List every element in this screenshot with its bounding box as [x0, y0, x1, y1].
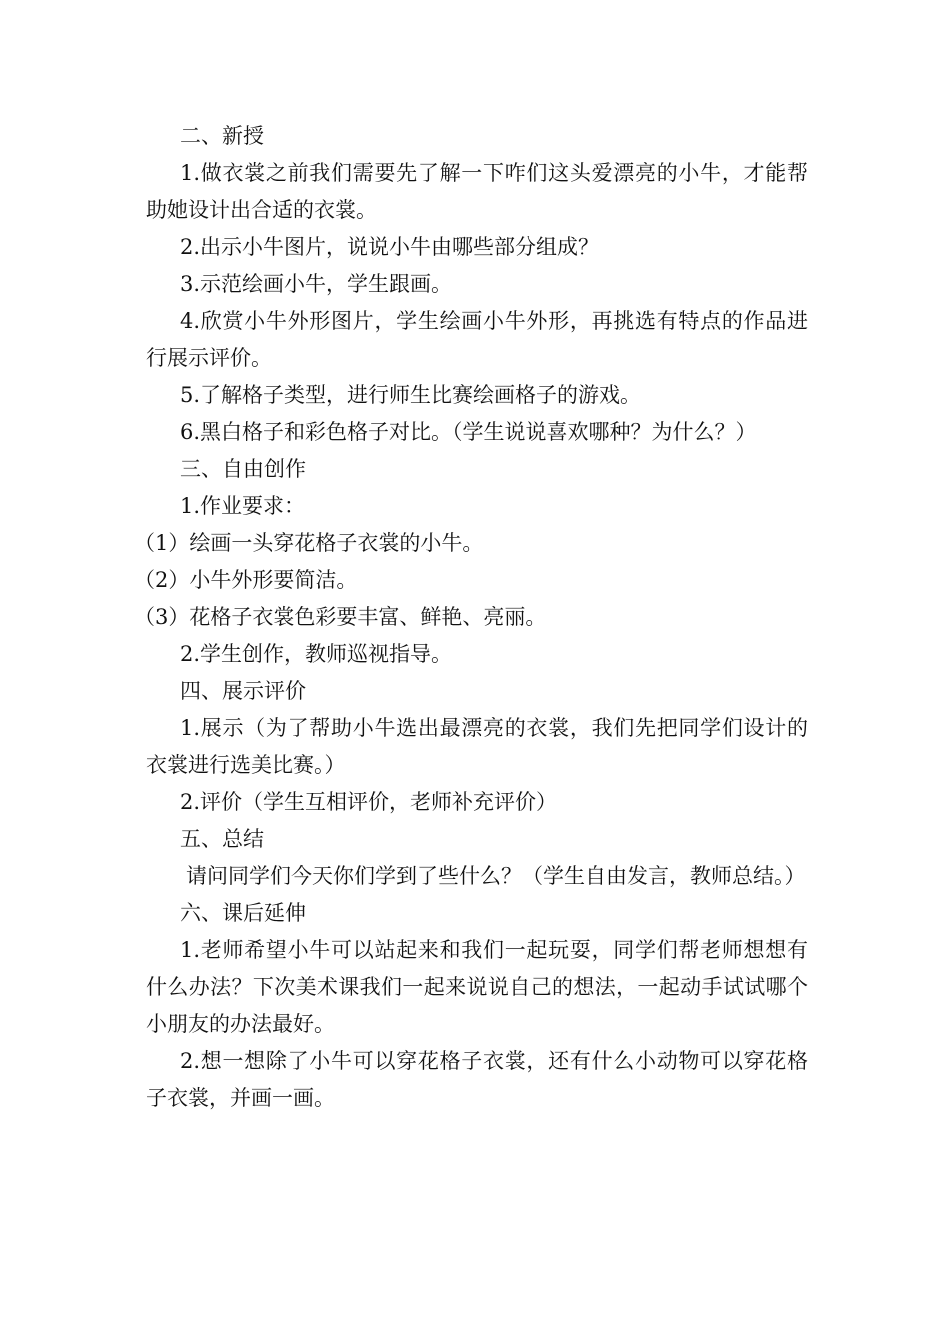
- section-heading: 五、总结: [180, 827, 264, 851]
- paragraph: 1.作业要求：: [180, 494, 306, 518]
- paragraph: 2.出示小牛图片，说说小牛由哪些部分组成？: [180, 235, 600, 259]
- section-heading: 二、新授: [180, 124, 264, 148]
- section-heading: 四、展示评价: [180, 679, 306, 703]
- section-heading: 三、自由创作: [180, 457, 306, 481]
- section-heading: 六、课后延伸: [180, 901, 306, 925]
- paragraph: 3.示范绘画小牛，学生跟画。: [180, 272, 453, 296]
- paragraph: 2.评价（学生互相评价，老师补充评价）: [180, 790, 558, 814]
- list-item: （1）绘画一头穿花格子衣裳的小牛。: [134, 531, 484, 555]
- paragraph: 1.做衣裳之前我们需要先了解一下咋们这头爱漂亮的小牛，才能帮助她设计出合适的衣裳。: [146, 161, 808, 222]
- paragraph: 5.了解格子类型，进行师生比赛绘画格子的游戏。: [180, 383, 642, 407]
- paragraph: 6.黑白格子和彩色格子对比。（学生说说喜欢哪种？为什么？）: [180, 420, 757, 444]
- paragraph: 请问同学们今天你们学到了些什么？（学生自由发言，教师总结。）: [186, 864, 806, 888]
- list-item: （2）小牛外形要简洁。: [134, 568, 358, 592]
- paragraph: 1.老师希望小牛可以站起来和我们一起玩耍，同学们帮老师想想有什么办法？下次美术课我们一起来说说自己的想法，一起动手试试哪个小朋友的办法最好。: [146, 938, 808, 1036]
- list-item: （3）花格子衣裳色彩要丰富、鲜艳、亮丽。: [134, 605, 547, 629]
- paragraph: 2.学生创作，教师巡视指导。: [180, 642, 453, 666]
- paragraph: 2.想一想除了小牛可以穿花格子衣裳，还有什么小动物可以穿花格子衣裳，并画一画。: [146, 1049, 808, 1110]
- document-body: [134, 118, 808, 1117]
- paragraph: 1.展示（为了帮助小牛选出最漂亮的衣裳，我们先把同学们设计的衣裳进行选美比赛。）: [146, 716, 808, 777]
- paragraph: 4.欣赏小牛外形图片，学生绘画小牛外形，再挑选有特点的作品进行展示评价。: [146, 309, 808, 370]
